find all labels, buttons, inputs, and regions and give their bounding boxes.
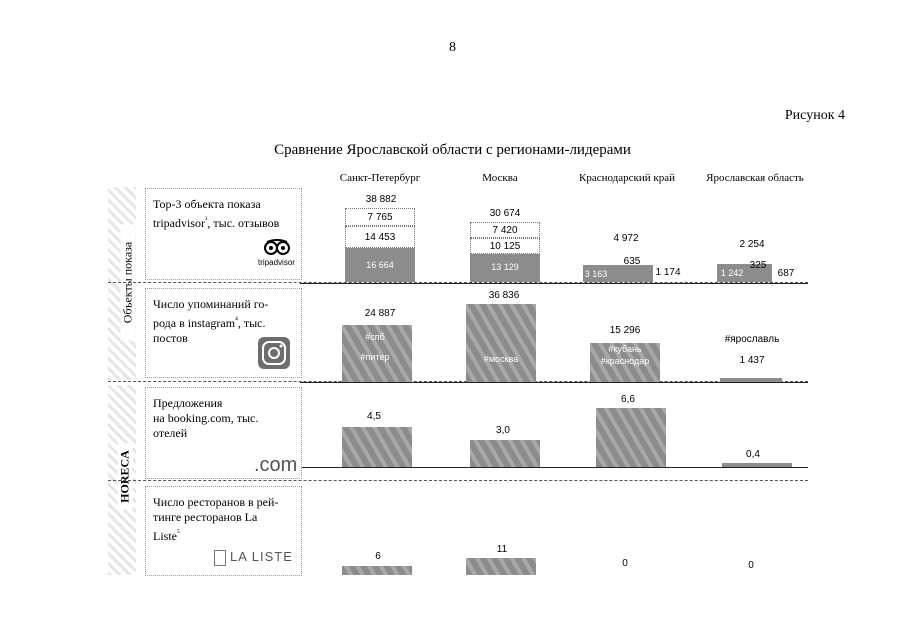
value-segment: 16 664 [366,260,394,270]
value-label: 4,5 [367,411,381,422]
footnote-ref: ⁵ [177,528,180,537]
group-label-showcase: Объекты показа [121,225,136,341]
value-segment: 1 174 [655,267,681,278]
bar [466,558,536,575]
value-label: 0 [622,558,628,569]
row-label-instagram [145,288,302,378]
label-line: Число упоминаний го- [153,297,269,311]
value-total: 2 254 [739,239,765,250]
label-line: , тыс. [237,316,266,330]
value-label: 0,4 [746,449,760,460]
value-label: 3,0 [496,425,510,436]
label-line: Предложения [153,396,223,410]
value-segment: 13 129 [491,262,519,272]
value-segment: 14 453 [364,232,396,243]
column-header-spb: Санкт-Петербург [339,172,421,184]
row-label-booking [145,387,302,479]
bar [722,463,792,467]
bar [342,566,412,575]
value-label: 0 [748,560,754,571]
row-divider [108,480,808,481]
row-label-laliste [145,486,302,576]
page-number: 8 [449,40,456,55]
group-band-showcase [108,187,136,380]
tripadvisor-logo [254,239,299,267]
label-line: Liste [153,529,177,543]
value-total: 30 674 [489,208,521,219]
bar [342,427,412,467]
chart-title: Сравнение Ярославской области с регионами-лидерами [274,142,631,158]
logo-text: tripadvisor [258,258,295,267]
label-line: отелей [153,426,188,440]
bar [470,440,540,467]
value-segment: 7 765 [367,212,393,223]
label-line: рода в instagram [153,316,236,330]
bar [720,378,782,382]
hashtag-label: #спб [365,332,385,342]
value-total: 4 972 [613,233,639,244]
value-label: 6 [375,551,381,562]
baseline [300,467,808,468]
column-header-krd: Краснодарский край [578,172,675,184]
baseline [300,283,808,284]
value-segment: 635 [623,256,641,267]
hashtag-label: #кубань [608,344,642,354]
value-segment: 3 163 [584,269,608,279]
owl-icon [262,239,292,255]
value-segment: 1 242 [720,268,744,278]
value-label: 36 836 [488,290,520,301]
logo-text: LA LISTE [230,549,293,564]
booking-logo: .com [254,454,298,476]
laliste-mark-icon [214,550,226,566]
hashtag-label: #краснодар [600,356,650,366]
label-line: , тыс. отзывов [207,216,280,230]
value-total: 38 882 [365,194,397,205]
column-header-msk: Москва [482,172,518,184]
label-line: на booking.com, тыс. [153,411,259,425]
value-label: 15 296 [609,325,641,336]
label-line: Top-3 объекта показа [153,197,261,211]
footnote-ref: ³ [205,215,208,224]
laliste-logo [214,549,293,566]
value-segment: 325 [749,260,767,271]
group-label-horeca: HORECA [118,444,133,510]
value-label: 24 887 [364,308,396,319]
label-line: тинге ресторанов La [153,510,258,524]
label-line: постов [153,331,188,345]
footnote-ref: ⁴ [235,315,238,324]
row-label-tripadvisor [145,188,302,280]
value-segment: 687 [777,268,795,279]
value-segment: 7 420 [492,225,518,236]
hashtag-label: #ярославль [724,334,780,345]
baseline [300,382,808,383]
hashtag-label: #питер [360,352,390,362]
value-label: 11 [496,544,508,555]
instagram-icon [258,337,290,369]
figure-label: Рисунок 4 [784,108,845,123]
label-line: tripadvisor [153,216,205,230]
label-line: Число ресторанов в рей- [153,495,279,509]
hashtag-label: #москва [483,354,519,364]
column-header-yar: Ярославская область [706,172,804,184]
value-segment: 10 125 [489,241,521,252]
bar [466,304,536,382]
value-label: 1 437 [739,355,765,366]
bar [596,408,666,467]
value-label: 6,6 [621,394,635,405]
